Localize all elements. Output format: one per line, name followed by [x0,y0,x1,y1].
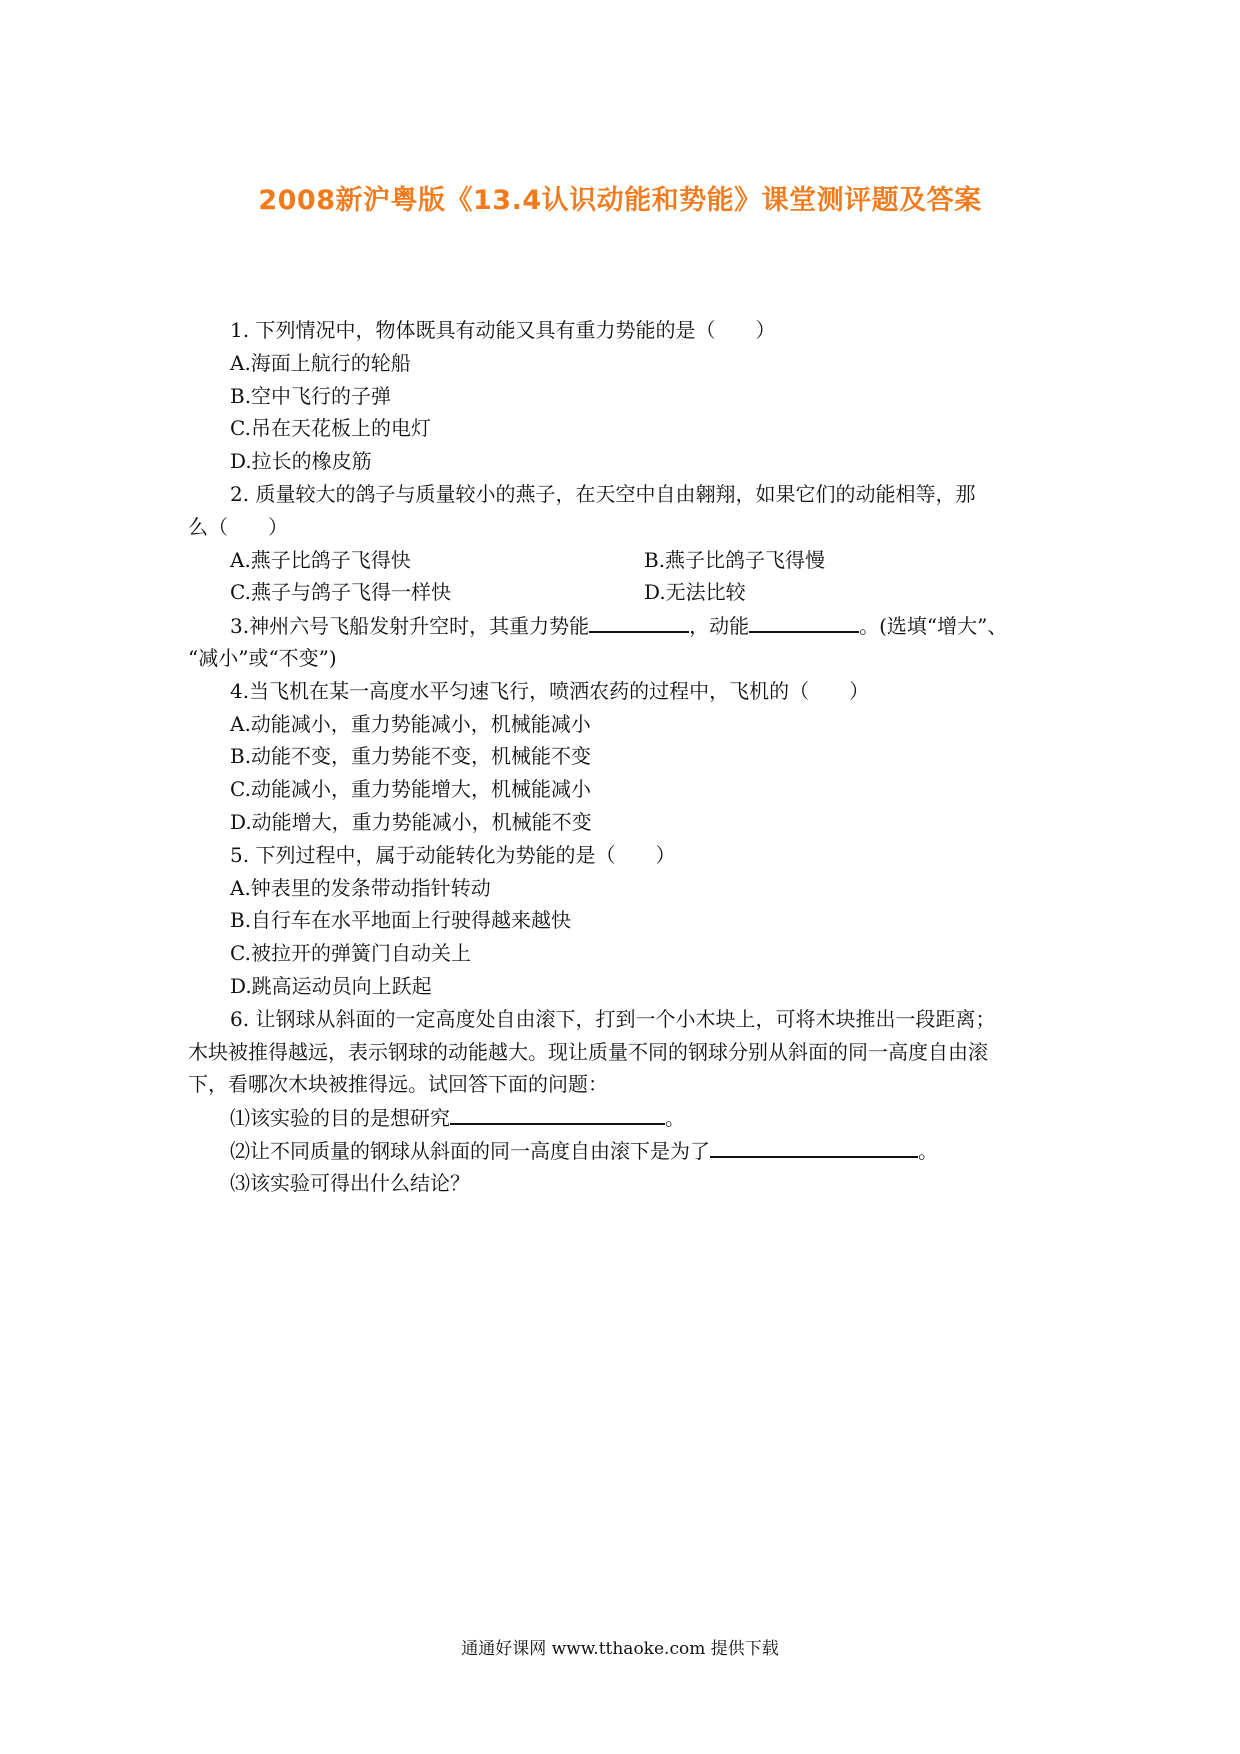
q5-option-a: A.钟表里的发条带动指针转动 [230,875,491,900]
q3-blank-potential-energy[interactable] [589,609,689,633]
q6-stem-line2: 木块被推得越远，表示钢球的动能越大。现让质量不同的钢球分别从斜面的同一高度自由滚 [188,1039,988,1064]
q1-option-b: B.空中飞行的子弹 [230,383,392,408]
q2-stem-line1: 2. 质量较大的鸽子与质量较小的燕子，在天空中自由翱翔，如果它们的动能相等，那 [230,481,976,506]
q6-sub2-end: 。 [918,1138,938,1163]
q6-sub3: ⑶该实验可得出什么结论？ [230,1170,470,1195]
q1-option-d: D.拉长的橡皮筋 [230,449,372,474]
q5-option-c: C.被拉开的弹簧门自动关上 [230,941,471,966]
q2-option-c: C.燕子与鸽子飞得一样快 [230,580,451,605]
page-footer: 通通好课网 www.tthaoke.com 提供下载 [461,1639,779,1659]
q6-sub2 [188,1134,1058,1167]
q1-option-c: C.吊在天花板上的电灯 [230,416,431,441]
q2-option-a: A.燕子比鸽子飞得快 [230,547,411,572]
q2-options-row2 [188,576,1058,609]
q6-sub1-end: 。 [665,1106,685,1131]
q4-option-b: B.动能不变，重力势能不变，机械能不变 [230,744,592,769]
q2-options-row1 [188,544,1058,577]
q3-text-part2: ，动能 [689,614,750,639]
q4-option-a: A.动能减小，重力势能减小，机械能减小 [230,711,591,736]
q5-option-b: B.自行车在水平地面上行驶得越来越快 [230,908,572,933]
q3-stem-line2: “减小”或“不变”) [188,645,337,670]
q6-stem-line3: 下，看哪次木块被推得远。试回答下面的问题： [188,1072,608,1097]
document-title: 2008新沪粤版《13.4认识动能和势能》课堂测评题及答案 [258,185,982,216]
q6-sub2-text: ⑵让不同质量的钢球从斜面的同一高度自由滚下是为了 [230,1138,710,1163]
q4-option-c: C.动能减小，重力势能增大，机械能减小 [230,777,591,802]
q5-stem: 5. 下列过程中，属于动能转化为势能的是（ ） [230,842,676,867]
q2-stem-line2: 么（ ） [188,514,288,539]
q6-sub1 [188,1101,1058,1134]
q4-option-d: D.动能增大，重力势能减小，机械能不变 [230,809,592,834]
q5-option-d: D.跳高运动员向上跃起 [230,973,432,998]
q3-blank-kinetic-energy[interactable] [749,609,859,633]
q6-sub1-text: ⑴该实验的目的是想研究 [230,1106,450,1131]
q2-option-b: B.燕子比鸽子飞得慢 [644,547,826,572]
q2-option-d: D.无法比较 [644,580,746,605]
question-body [188,314,1058,1200]
q4-stem: 4.当飞机在某一高度水平匀速飞行，喷洒农药的过程中，飞机的（ ） [230,678,870,703]
q6-stem-line1: 6. 让钢球从斜面的一定高度处自由滚下，打到一个小木块上，可将木块推出一段距离； [230,1006,996,1031]
q3-text-part1: 3.神州六号飞船发射升空时，其重力势能 [230,614,590,639]
q3-text-part3: 。(选填“增大”、 [859,614,1008,639]
q1-option-a: A.海面上航行的轮船 [230,350,411,375]
q1-stem: 1. 下列情况中，物体既具有动能又具有重力势能的是（ ） [230,318,776,342]
q6-sub2-blank[interactable] [710,1134,918,1158]
q6-sub1-blank[interactable] [450,1101,665,1125]
q3-stem [188,609,1058,642]
